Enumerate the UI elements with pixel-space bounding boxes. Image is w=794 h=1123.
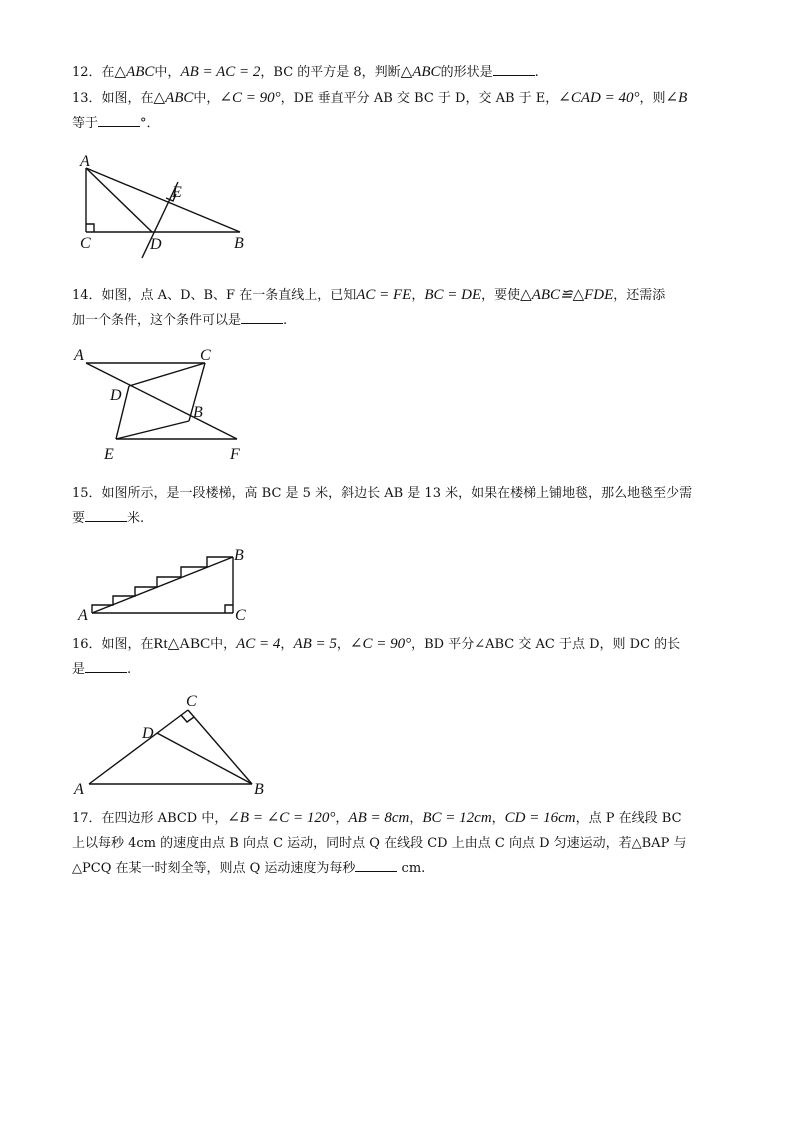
- q17-text: 17．在四边形 ABCD 中，: [72, 811, 228, 826]
- q13-angle-cad: ∠CAD = 40°: [558, 90, 640, 106]
- q13-text: ，则: [639, 91, 666, 106]
- q16-text: ，: [280, 637, 294, 652]
- label-a: A: [74, 781, 84, 798]
- label-a: A: [74, 347, 84, 364]
- q14-text: 加一个条件，这个条件可以是: [72, 313, 242, 328]
- q17-eq-angles: ∠B = ∠C = 120°: [227, 810, 336, 826]
- label-a: A: [78, 607, 88, 624]
- q14-text: 14．如图，点 A、D、B、F 在一条直线上，已知: [72, 288, 357, 303]
- q13-text: ，DE 垂直平分 AB 交 BC 于 D，交 AB 于 E，: [280, 91, 559, 106]
- q17-eq-cd: CD = 16cm: [504, 810, 576, 826]
- q13-text: 等于: [72, 116, 99, 131]
- label-d: D: [150, 236, 162, 253]
- label-e: E: [172, 184, 182, 201]
- answer-blank[interactable]: [355, 859, 397, 872]
- q12-text-end: 的形状是: [440, 65, 493, 80]
- q12-triangle-2: △ABC: [400, 64, 441, 80]
- label-b: B: [234, 547, 244, 564]
- q15-text: 米.: [127, 511, 145, 526]
- label-f: F: [230, 446, 240, 463]
- q13-text: 13．如图，在: [72, 91, 154, 106]
- q13-text: 中，: [193, 91, 220, 106]
- q12-text-tail: ，BC 的平方是 8，判断: [260, 65, 401, 80]
- label-c: C: [80, 235, 91, 252]
- q16-text: ，: [336, 637, 350, 652]
- q14-congruence: △ABC≌△FDE: [520, 287, 614, 303]
- q16-text: .: [127, 662, 132, 677]
- q12-text-mid: 中，: [154, 65, 181, 80]
- label-d: D: [142, 725, 154, 742]
- label-b: B: [254, 781, 264, 798]
- question-17: [72, 806, 722, 881]
- question-17-line-1: [72, 806, 722, 831]
- question-17-line-3: [72, 856, 722, 881]
- segment-bd: [157, 733, 252, 784]
- q17-text: ，: [491, 811, 505, 826]
- q16-eq-ac: AC = 4: [236, 636, 281, 652]
- label-c: C: [200, 347, 211, 364]
- right-angle-mark-c: [181, 715, 194, 722]
- q17-text: ，: [409, 811, 423, 826]
- q14-text: ，: [411, 288, 425, 303]
- q12-number: 12．在: [72, 65, 115, 80]
- q17-text: ，: [335, 811, 349, 826]
- label-c: C: [235, 607, 246, 624]
- q13-text: °．: [140, 116, 160, 131]
- q13-angle-b: ∠B: [665, 90, 688, 106]
- q17-text: cm.: [397, 861, 426, 876]
- label-b: B: [234, 235, 244, 252]
- q14-eq-ac-fe: AC = FE: [356, 287, 412, 303]
- q16-text: ，BD 平分∠ABC 交 AC 于点 D，则 DC 的长: [411, 637, 681, 652]
- q17-eq-bc: BC = 12cm: [422, 810, 492, 826]
- q14-text: ，要使: [481, 288, 521, 303]
- label-a: A: [80, 153, 90, 170]
- segment-cb: [188, 710, 252, 784]
- q14-text: ，还需添: [613, 288, 666, 303]
- q14-eq-bc-de: BC = DE: [424, 287, 482, 303]
- q12-period: .: [534, 65, 539, 80]
- q16-text: 16．如图，在: [72, 637, 154, 652]
- q15-text: 要: [72, 511, 86, 526]
- segment-ac: [89, 710, 188, 784]
- q17-text: ，点 P 在线段 BC: [575, 811, 682, 826]
- label-c: C: [186, 693, 197, 710]
- q12-triangle: △ABC: [114, 64, 155, 80]
- q14-text: .: [283, 313, 288, 328]
- label-d: D: [110, 387, 122, 404]
- q13-angle-c: ∠C = 90°: [219, 90, 281, 106]
- q13-triangle: △ABC: [153, 90, 194, 106]
- question-17-line-2: 上以每秒 4cm 的速度由点 B 向点 C 运动，同时点 Q 在线段 CD 上由点 C 向点 D 匀速运动，若△BAP 与: [72, 836, 687, 851]
- q17-eq-ab: AB = 8cm: [348, 810, 410, 826]
- label-b: B: [193, 404, 203, 421]
- q12-equation: AB = AC = 2: [180, 64, 261, 80]
- q16-rt-triangle: Rt△ABC: [153, 636, 211, 652]
- q16-eq-ab: AB = 5: [293, 636, 337, 652]
- q16-text: 中，: [210, 637, 237, 652]
- label-e: E: [104, 446, 114, 463]
- q16-text: 是: [72, 662, 86, 677]
- question-15-line-1: 15．如图所示，是一段楼梯，高 BC 是 5 米，斜边长 AB 是 13 米，如果在楼梯上铺地毯，那么地毯至少需: [72, 486, 693, 501]
- q17-text: △PCQ 在某一时刻全等，则点 Q 运动速度为每秒: [72, 861, 356, 876]
- q16-eq-angle-c: ∠C = 90°: [349, 636, 412, 652]
